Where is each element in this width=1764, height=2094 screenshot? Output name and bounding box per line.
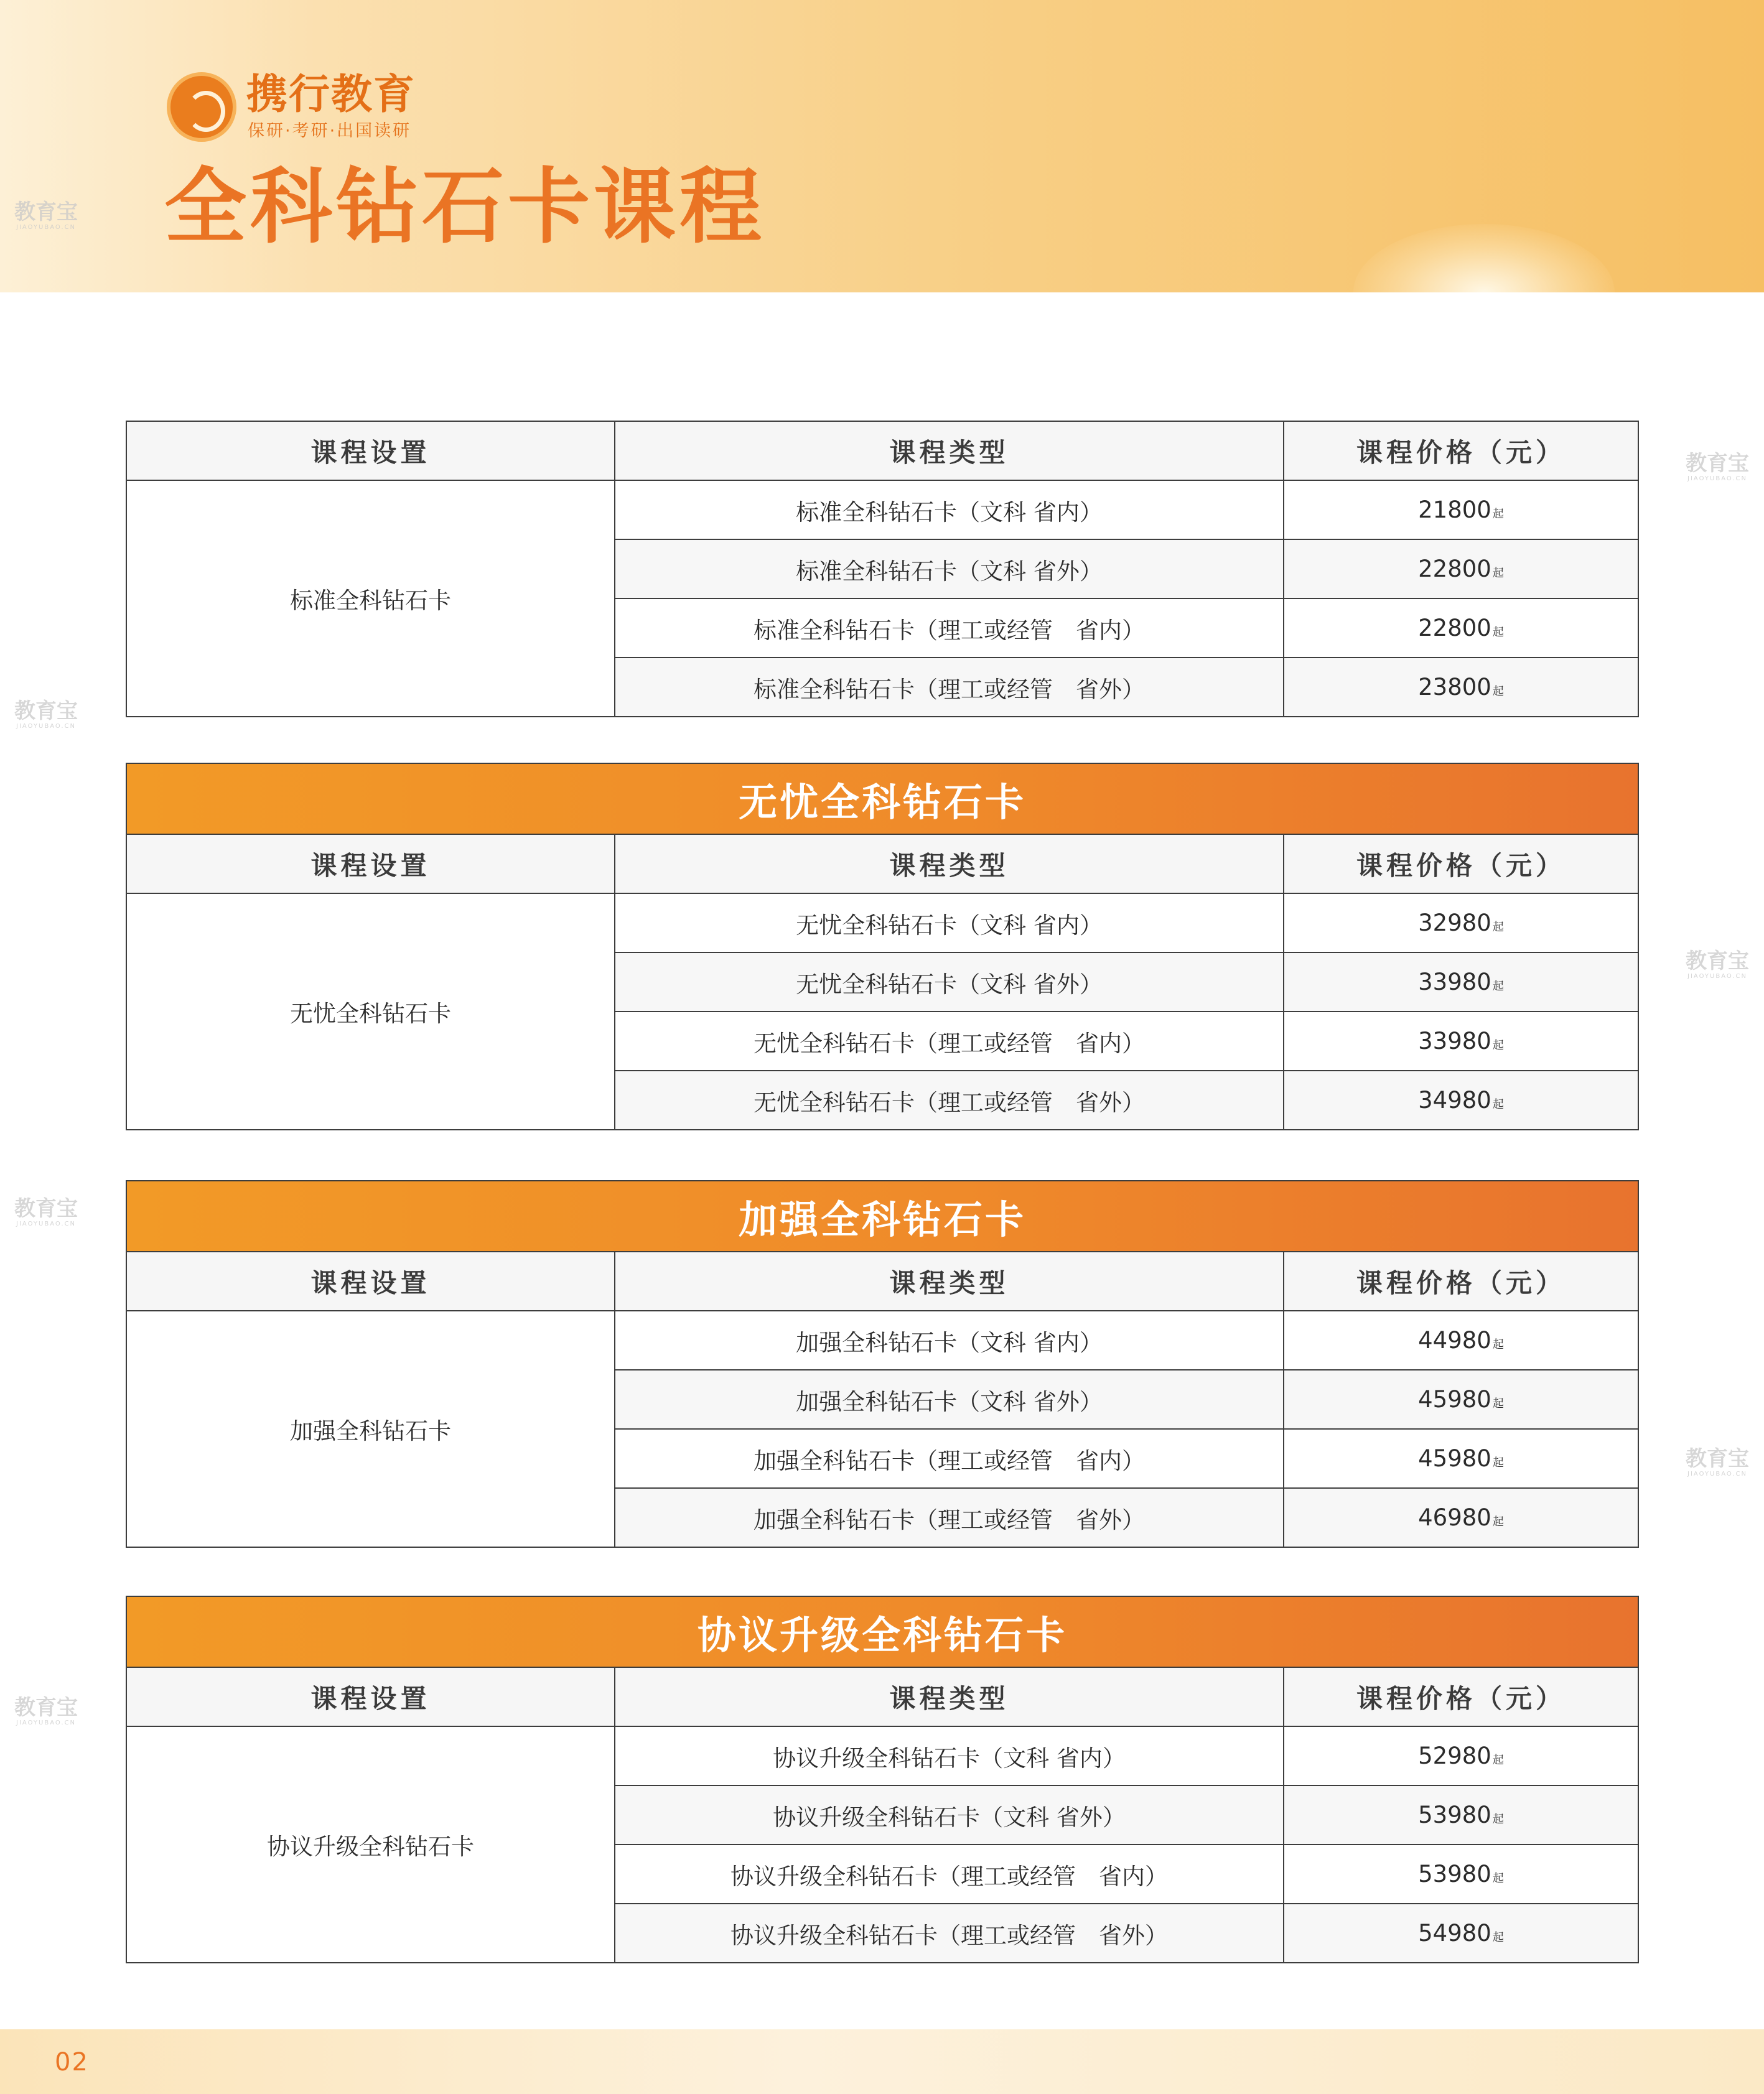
watermark [9,200,83,231]
price-suffix: 起 [1492,567,1504,580]
table-header-row [126,421,1638,480]
course-type-cell: 加强全科钻石卡（理工或经管 省外） [615,1488,1284,1547]
course-price-cell [1284,480,1638,539]
price-suffix: 起 [1492,1872,1504,1885]
table-header-row [126,1667,1638,1726]
course-price-cell [1284,539,1638,598]
header-glow [1353,224,1615,292]
price-suffix: 起 [1492,1515,1504,1529]
price-suffix: 起 [1492,1098,1504,1111]
table-title: 加强全科钻石卡 [126,1181,1638,1252]
price-value: 33980 [1418,969,1491,995]
course-type-cell: 加强全科钻石卡（理工或经管 省内） [615,1429,1284,1488]
price-suffix: 起 [1492,1338,1504,1351]
price-suffix: 起 [1492,1039,1504,1052]
header-price: 课程价格（元） [1284,1252,1638,1311]
course-price-cell [1284,1071,1638,1130]
brand-name: 携行教育 [246,70,416,118]
course-setting-cell: 无忧全科钻石卡 [126,893,615,1130]
table-title-row [126,763,1638,834]
price-value: 54980 [1418,1920,1491,1947]
header-price: 课程价格（元） [1284,834,1638,893]
watermark-sub: JIAOYUBAO.CN [1687,475,1747,482]
watermark [9,699,83,730]
header-type: 课程类型 [615,421,1284,480]
course-price-cell [1284,1726,1638,1785]
price-suffix: 起 [1492,1754,1504,1767]
course-price-cell [1284,1429,1638,1488]
table-title-row [126,1181,1638,1252]
course-type-cell: 加强全科钻石卡（文科 省外） [615,1370,1284,1429]
course-setting-cell: 加强全科钻石卡 [126,1311,615,1547]
watermark [9,1197,83,1228]
price-suffix: 起 [1492,626,1504,639]
course-type-cell: 无忧全科钻石卡（文科 省外） [615,952,1284,1012]
footer-band [0,2029,1764,2094]
price-suffix: 起 [1492,685,1504,698]
watermark [1680,452,1755,483]
watermark-text: 教育宝 [1686,1446,1749,1471]
course-type-cell: 协议升级全科钻石卡（文科 省内） [615,1726,1284,1785]
price-value: 53980 [1418,1802,1491,1828]
price-value: 21800 [1418,496,1491,523]
watermark [9,1696,83,1727]
header-price: 课程价格（元） [1284,1667,1638,1726]
price-value: 32980 [1418,910,1491,936]
price-suffix: 起 [1492,508,1504,521]
course-price-cell [1284,598,1638,658]
table-header-row [126,834,1638,893]
course-type-cell: 协议升级全科钻石卡（理工或经管 省外） [615,1904,1284,1963]
page-title: 全科钻石卡课程 [164,159,765,255]
watermark-text: 教育宝 [14,699,78,724]
price-value: 22800 [1418,615,1491,641]
course-type-cell: 协议升级全科钻石卡（理工或经管 省内） [615,1845,1284,1904]
course-type-cell: 标准全科钻石卡（文科 省内） [615,480,1284,539]
course-type-cell: 无忧全科钻石卡（理工或经管 省外） [615,1071,1284,1130]
course-price-cell [1284,1904,1638,1963]
header-banner [0,0,1764,292]
header-setting: 课程设置 [126,421,615,480]
watermark-text: 教育宝 [1686,451,1749,476]
course-price-cell [1284,1012,1638,1071]
price-value: 45980 [1418,1386,1491,1413]
watermark-text: 教育宝 [14,200,78,225]
course-price-cell [1284,952,1638,1012]
brand-emblem-icon [167,72,236,142]
course-price-cell [1284,658,1638,717]
course-setting-cell: 标准全科钻石卡 [126,480,615,717]
price-table-standard [126,421,1639,717]
price-value: 53980 [1418,1861,1491,1887]
course-type-cell: 标准全科钻石卡（文科 省外） [615,539,1284,598]
course-setting-cell: 协议升级全科钻石卡 [126,1726,615,1963]
price-table-worry-free [126,763,1639,1130]
brand-logo [167,67,459,148]
course-price-cell [1284,1370,1638,1429]
price-value: 22800 [1418,556,1491,582]
table-title: 协议升级全科钻石卡 [126,1596,1638,1667]
price-value: 44980 [1418,1327,1491,1354]
price-value: 52980 [1418,1743,1491,1769]
price-suffix: 起 [1492,921,1504,934]
course-price-cell [1284,893,1638,952]
watermark-sub: JIAOYUBAO.CN [16,1719,76,1726]
price-value: 45980 [1418,1445,1491,1472]
course-type-cell: 加强全科钻石卡（文科 省内） [615,1311,1284,1370]
header-type: 课程类型 [615,1667,1284,1726]
table-row [126,1726,1638,1785]
price-suffix: 起 [1492,1456,1504,1469]
watermark-text: 教育宝 [14,1196,78,1221]
header-type: 课程类型 [615,1252,1284,1311]
price-table-enhanced [126,1180,1639,1548]
price-value: 23800 [1418,674,1491,700]
table-row [126,893,1638,952]
price-value: 34980 [1418,1087,1491,1114]
price-suffix: 起 [1492,1931,1504,1944]
watermark-text: 教育宝 [14,1695,78,1720]
price-value: 33980 [1418,1028,1491,1054]
table-title: 无忧全科钻石卡 [126,763,1638,834]
watermark-sub: JIAOYUBAO.CN [1687,1471,1747,1477]
course-type-cell: 标准全科钻石卡（理工或经管 省内） [615,598,1284,658]
course-type-cell: 协议升级全科钻石卡（文科 省外） [615,1785,1284,1845]
course-type-cell: 标准全科钻石卡（理工或经管 省外） [615,658,1284,717]
price-table-agreement-upgrade [126,1596,1639,1963]
table-title-row [126,1596,1638,1667]
price-suffix: 起 [1492,1397,1504,1410]
course-price-cell [1284,1311,1638,1370]
header-type: 课程类型 [615,834,1284,893]
watermark-sub: JIAOYUBAO.CN [16,1221,76,1227]
watermark [1680,1447,1755,1478]
table-header-row [126,1252,1638,1311]
watermark-text: 教育宝 [1686,949,1749,974]
course-price-cell [1284,1785,1638,1845]
price-suffix: 起 [1492,1813,1504,1826]
course-type-cell: 无忧全科钻石卡（理工或经管 省内） [615,1012,1284,1071]
header-setting: 课程设置 [126,834,615,893]
header-setting: 课程设置 [126,1252,615,1311]
header-price: 课程价格（元） [1284,421,1638,480]
course-price-cell [1284,1488,1638,1547]
brand-tagline: 保研·考研·出国读研 [248,121,412,141]
price-value: 46980 [1418,1504,1491,1531]
header-setting: 课程设置 [126,1667,615,1726]
table-row [126,480,1638,539]
course-price-cell [1284,1845,1638,1904]
watermark-sub: JIAOYUBAO.CN [16,224,76,231]
price-suffix: 起 [1492,980,1504,993]
page-number: 02 [55,2048,89,2077]
table-row [126,1311,1638,1370]
watermark-sub: JIAOYUBAO.CN [1687,973,1747,980]
watermark-sub: JIAOYUBAO.CN [16,723,76,730]
watermark [1680,949,1755,980]
course-type-cell: 无忧全科钻石卡（文科 省内） [615,893,1284,952]
